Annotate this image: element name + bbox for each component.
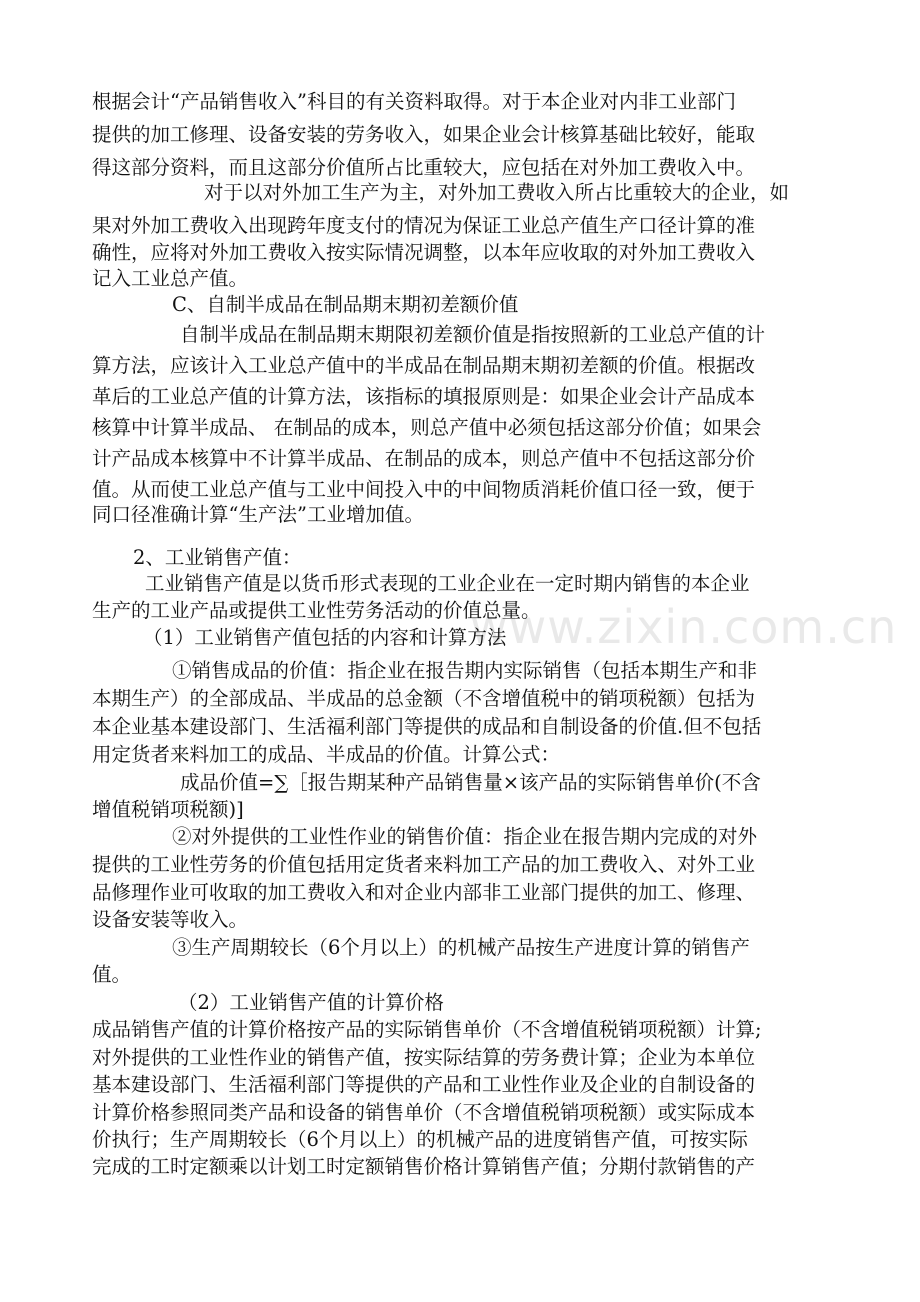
text-line: 完成的工时定额乘以计划工时定额销售价格计算销售产值；分期付款销售的产: [92, 1155, 756, 1178]
text-line: 根据会计“产品销售收入”科目的有关资料取得。对于本企业对内非工业部门: [92, 90, 736, 113]
text-line: 工业销售产值是以货币形式表现的工业企业在一定时期内销售的本企业: [145, 572, 750, 595]
text-line: 生产的工业产品或提供工业性劳务活动的价值总量。: [92, 599, 541, 622]
text-line: 值。: [92, 963, 132, 986]
text-line: 值。从而使工业总产值与工业中间投入中的中间物质消耗价值口径一致，便于: [92, 478, 756, 501]
text-line: ③生产周期较长（6个月以上）的机械产品按生产进度计算的销售产: [172, 936, 750, 959]
text-line: 核算中计算半成品、 在制品的成本，则总产值中必须包括这部分价值；如果会: [92, 416, 762, 439]
text-line: 计算价格参照同类产品和设备的销售单价（不含增值税销项税额）或实际成本: [92, 1101, 756, 1124]
section-heading: 2、工业销售产值：: [133, 546, 302, 569]
text-line: 提供的加工修理、设备安装的劳务收入，如果企业会计核算基础比较好，能取: [92, 123, 756, 146]
text-line: 算方法，应该计入工业总产值中的半成品在制品期末期初差额的价值。根据改: [92, 354, 756, 377]
text-line: 确性，应将对外加工费收入按实际情况调整，以本年应收取的对外加工费收入: [92, 241, 756, 264]
subsection-heading: （2）工业销售产值的计算价格: [178, 991, 444, 1014]
subsection-heading: （1）工业销售产值包括的内容和计算方法: [143, 626, 507, 649]
text-line: 本期生产）的全部成品、半成品的总金额（不含增值税中的销项税额）包括为: [92, 687, 756, 710]
formula-line: 增值税销项税额)]: [92, 798, 244, 821]
text-line: ②对外提供的工业性作业的销售价值：指企业在报告期内完成的对外: [172, 825, 758, 848]
text-line: ①销售成品的价值：指企业在报告期内实际销售（包括本期生产和非: [172, 659, 758, 682]
text-line: 用定货者来料加工的成品、半成品的价值。计算公式：: [92, 743, 561, 766]
text-line: 记入工业总产值。: [92, 267, 249, 290]
text-line: 同口径准确计算“生产法”工业增加值。: [92, 503, 424, 526]
text-line: 基本建设部门、生活福利部门等提供的产品和工业性作业及企业的自制设备的: [92, 1073, 756, 1096]
text-line: 革后的工业总产值的计算方法，该指标的填报原则是：如果企业会计产品成本: [92, 385, 756, 408]
text-line: 对于以对外加工生产为主，对外加工费收入所占比重较大的企业，如: [204, 181, 790, 204]
text-line: 本企业基本建设部门、生活福利部门等提供的成品和自制设备的价值.但不包括: [92, 715, 762, 738]
text-line: 成品销售产值的计算价格按产品的实际销售单价（不含增值税销项税额）计算;: [92, 1018, 762, 1041]
section-heading: C、自制半成品在制品期末期初差额价值: [172, 293, 519, 316]
text-line: 设备安装等收入。: [92, 908, 249, 931]
text-line: 价执行；生产周期较长（6个月以上）的机械产品的进度销售产值，可按实际: [92, 1128, 748, 1151]
text-line: 提供的工业性劳务的价值包括用定货者来料加工产品的加工费收入、对外工业: [92, 853, 756, 876]
text-line: 对外提供的工业性作业的销售产值，按实际结算的劳务费计算；企业为本单位: [92, 1046, 756, 1069]
formula-line: 成品价值=∑［报告期某种产品销售量×该产品的实际销售单价(不含: [180, 771, 761, 794]
text-line: 品修理作业可收取的加工费收入和对企业内部非工业部门提供的加工、修理、: [92, 881, 756, 904]
text-line: 果对外加工费收入出现跨年度支付的情况为保证工业总产值生产口径计算的准: [92, 214, 756, 237]
watermark: www.zixin.com.cn: [470, 600, 898, 654]
text-line: 自制半成品在制品期末期限初差额价值是指按照新的工业总产值的计: [180, 323, 766, 346]
text-line: 得这部分资料，而且这部分价值所占比重较大，应包括在对外加工费收入中。: [92, 156, 756, 179]
text-line: 计产品成本核算中不计算半成品、在制品的成本，则总产值中不包括这部分价: [92, 447, 756, 470]
